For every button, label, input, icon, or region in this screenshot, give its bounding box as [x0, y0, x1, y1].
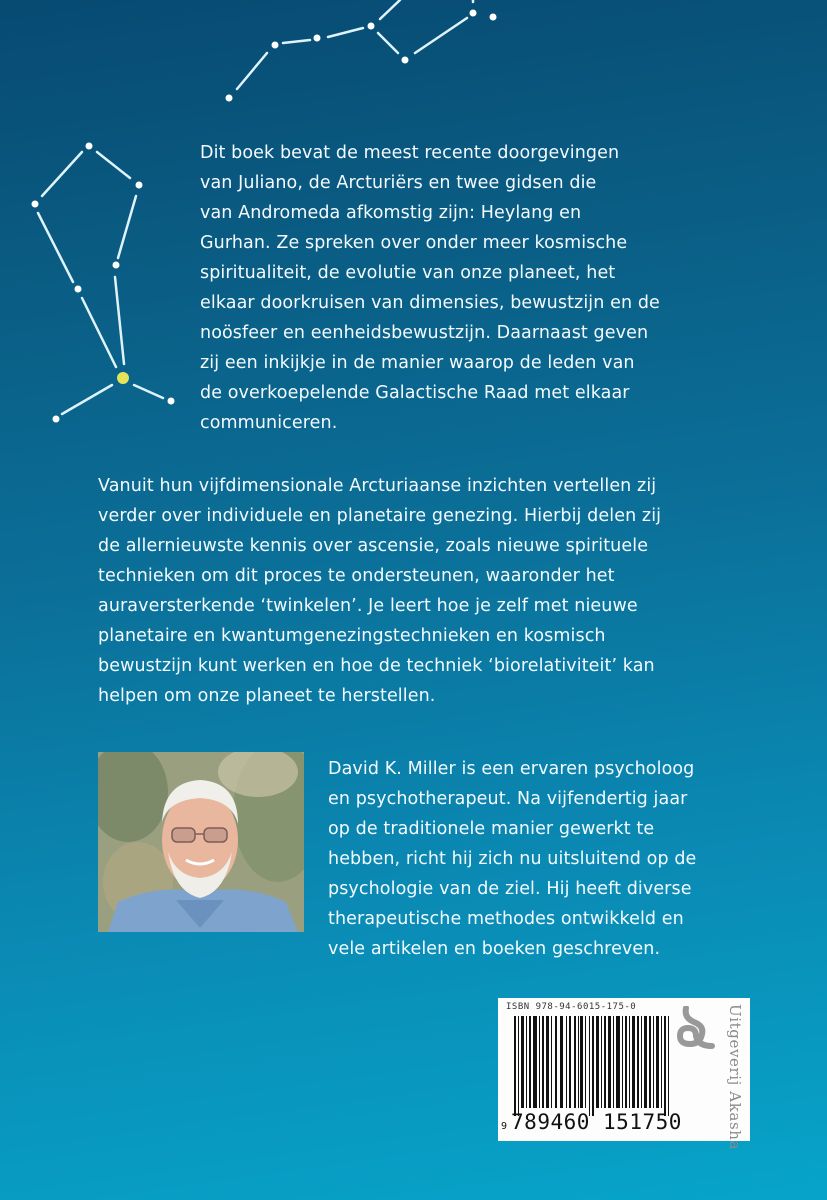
text-line: van Juliano, de Arcturiërs en twee gidsen die — [200, 173, 597, 193]
text-line: Dit boek bevat de meest recente doorgevingen — [200, 143, 620, 163]
barcode-digits — [501, 1110, 682, 1134]
barcode-icon — [514, 1016, 672, 1116]
publisher-name: Uitgeverij Akasha — [726, 1004, 744, 1151]
text-line: planetaire en kwantumgenezingstechnieken en kosmisch — [98, 626, 606, 646]
blurb-paragraph-1 — [200, 138, 660, 438]
text-line: vele artikelen en boeken geschreven. — [328, 939, 661, 959]
text-line: bewustzijn kunt werken en hoe de techniek ‘biorelativiteit’ kan — [98, 656, 655, 676]
barcode-label — [498, 998, 750, 1151]
blurb-paragraph-2 — [98, 471, 661, 711]
barcode-lead-digit: 9 — [501, 1121, 508, 1132]
author-bio — [328, 754, 696, 964]
text-line: psychologie van de ziel. Hij heeft diverse — [328, 879, 692, 899]
text-line: op de traditionele manier gewerkt te — [328, 819, 655, 839]
text-line: Gurhan. Ze spreken over onder meer kosmische — [200, 233, 628, 253]
text-line: technieken om dit proces te ondersteunen, waaronder het — [98, 566, 615, 586]
text-line: en psychotherapeut. Na vijfendertig jaar — [328, 789, 688, 809]
portrait-illustration — [98, 752, 304, 932]
isbn-number: ISBN 978-94-6015-175-0 — [506, 1002, 637, 1012]
text-line: de allernieuwste kennis over ascensie, zoals nieuwe spirituele — [98, 536, 649, 556]
text-line: Vanuit hun vijfdimensionale Arcturiaanse inzichten vertellen zij — [98, 476, 657, 496]
text-line: verder over individuele en planetaire genezing. Hierbij delen zij — [98, 506, 662, 526]
text-line: zij een inkijkje in de manier waarop de leden van — [200, 353, 635, 373]
text-line: communiceren. — [200, 413, 338, 433]
author-photo — [98, 752, 304, 932]
text-line: noösfeer en eenheidsbewustzijn. Daarnaast geven — [200, 323, 649, 343]
text-line: David K. Miller is een ervaren psycholoog — [328, 759, 695, 779]
text-line: hebben, richt hij zich nu uitsluitend op de — [328, 849, 697, 869]
text-line: helpen om onze planeet te herstellen. — [98, 686, 436, 706]
text-line: auraversterkende ‘twinkelen’. Je leert hoe je zelf met nieuwe — [98, 596, 638, 616]
text-line: elkaar doorkruisen van dimensies, bewustzijn en de — [200, 293, 660, 313]
text-line: spiritualiteit, de evolutie van onze planeet, het — [200, 263, 616, 283]
barcode-main-digits: 789460 151750 — [511, 1110, 682, 1134]
text-line: therapeutische methodes ontwikkeld en — [328, 909, 684, 929]
publisher-logo-icon — [674, 1006, 718, 1054]
highlight-star-icon — [117, 372, 129, 384]
text-line: van Andromeda afkomstig zijn: Heylang en — [200, 203, 582, 223]
text-line: de overkoepelende Galactische Raad met elkaar — [200, 383, 630, 403]
